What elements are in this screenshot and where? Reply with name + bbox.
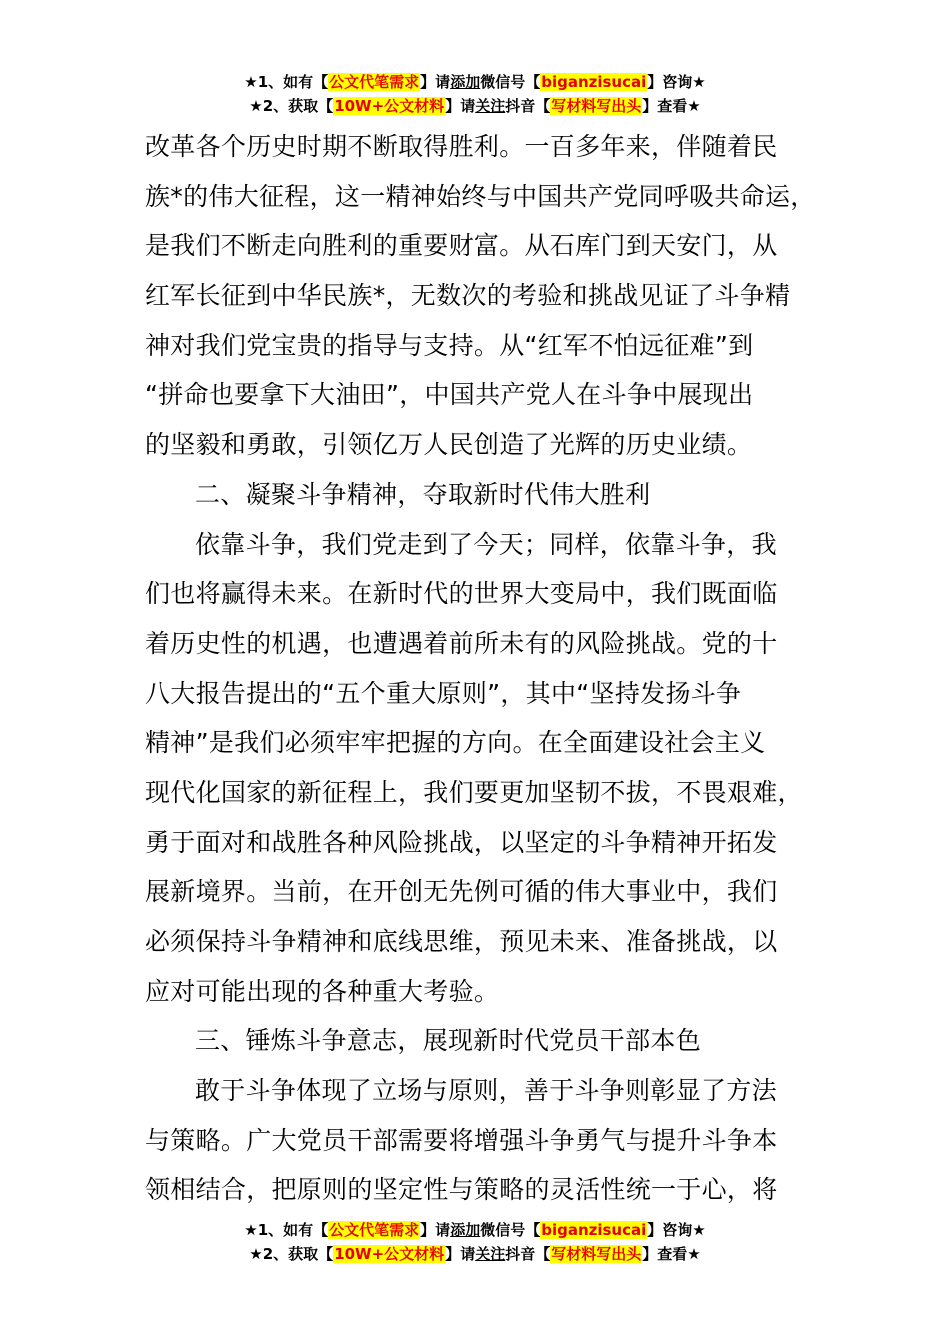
body-line: 改革各个历史时期不断取得胜利。一百多年来，伴随着民 — [145, 132, 778, 161]
body-line: 族*的伟大征程，这一精神始终与中国共产党同呼吸共命运， — [145, 181, 816, 211]
body-line: 领相结合，把原则的坚定性与策略的灵活性统一于心，将 — [145, 1175, 778, 1205]
highlight-service: 公文代笔需求 — [329, 1221, 420, 1239]
section-heading: 三、锤炼斗争意志，展现新时代党员干部本色 — [195, 1026, 702, 1056]
body-line: 的坚毅和勇敢，引领亿万人民创造了光辉的历史业绩。 — [145, 430, 753, 460]
body-line: “拼命也要拿下大油田”，中国共产党人在斗争中展现出 — [145, 380, 754, 410]
body-line: 与策略。广大党员干部需要将增强斗争勇气与提升斗争本 — [145, 1125, 778, 1155]
body-line: 着历史性的机遇，也遭遇着前所未有的风险挑战。党的十 — [145, 628, 778, 658]
body-line: 精神”是我们必须牢牢把握的方向。在全面建设社会主义 — [145, 728, 766, 758]
section-heading: 二、凝聚斗争精神，夺取新时代伟大胜利 — [195, 479, 651, 509]
footer-banner — [0, 1218, 950, 1266]
body-line: 勇于面对和战胜各种风险挑战，以坚定的斗争精神开拓发 — [145, 827, 778, 857]
body-line: 依靠斗争，我们党走到了今天；同样，依靠斗争，我 — [195, 529, 777, 559]
body-line: 神对我们党宝贵的指导与支持。从“红军不怕远征难”到 — [145, 330, 754, 360]
banner-line-2: ★2、获取【10W+公文材料】请关注抖音【写材料写出头】查看★ — [249, 1245, 701, 1263]
highlight-wechat-id: biganzisucai — [541, 1221, 647, 1239]
banner-line-2: ★2、获取【10W+公文材料】请关注抖音【写材料写出头】查看★ — [249, 97, 701, 115]
body-line: 敢于斗争体现了立场与原则，善于斗争则彰显了方法 — [195, 1076, 777, 1106]
highlight-materials: 10W+公文材料 — [334, 97, 445, 115]
highlight-service: 公文代笔需求 — [329, 73, 420, 91]
highlight-douyin: 写材料写出头 — [551, 97, 642, 115]
body-line: 们也将赢得未来。在新时代的世界大变局中，我们既面临 — [145, 579, 778, 609]
document-body — [145, 122, 825, 1215]
body-line: 应对可能出现的各种重大考验。 — [145, 976, 500, 1006]
body-line: 八大报告提出的“五个重大原则”，其中“坚持发扬斗争 — [145, 678, 742, 708]
banner-line-1: ★1、如有【公文代笔需求】请添加微信号【biganzisucai】咨询★ — [244, 1221, 706, 1239]
body-line: 现代化国家的新征程上，我们要更加坚韧不拔，不畏艰难， — [145, 777, 803, 807]
body-line: 必须保持斗争精神和底线思维，预见未来、准备挑战，以 — [145, 927, 778, 956]
banner-line-1: ★1、如有【公文代笔需求】请添加微信号【biganzisucai】咨询★ — [244, 73, 706, 91]
body-line: 红军长征到中华民族*，无数次的考验和挑战见证了斗争精 — [145, 281, 791, 311]
header-banner — [0, 70, 950, 118]
body-line: 是我们不断走向胜利的重要财富。从石库门到天安门，从 — [145, 231, 778, 261]
highlight-materials: 10W+公文材料 — [334, 1245, 445, 1263]
highlight-wechat-id: biganzisucai — [541, 73, 647, 91]
highlight-douyin: 写材料写出头 — [551, 1245, 642, 1263]
body-line: 展新境界。当前，在开创无先例可循的伟大事业中，我们 — [145, 877, 778, 907]
